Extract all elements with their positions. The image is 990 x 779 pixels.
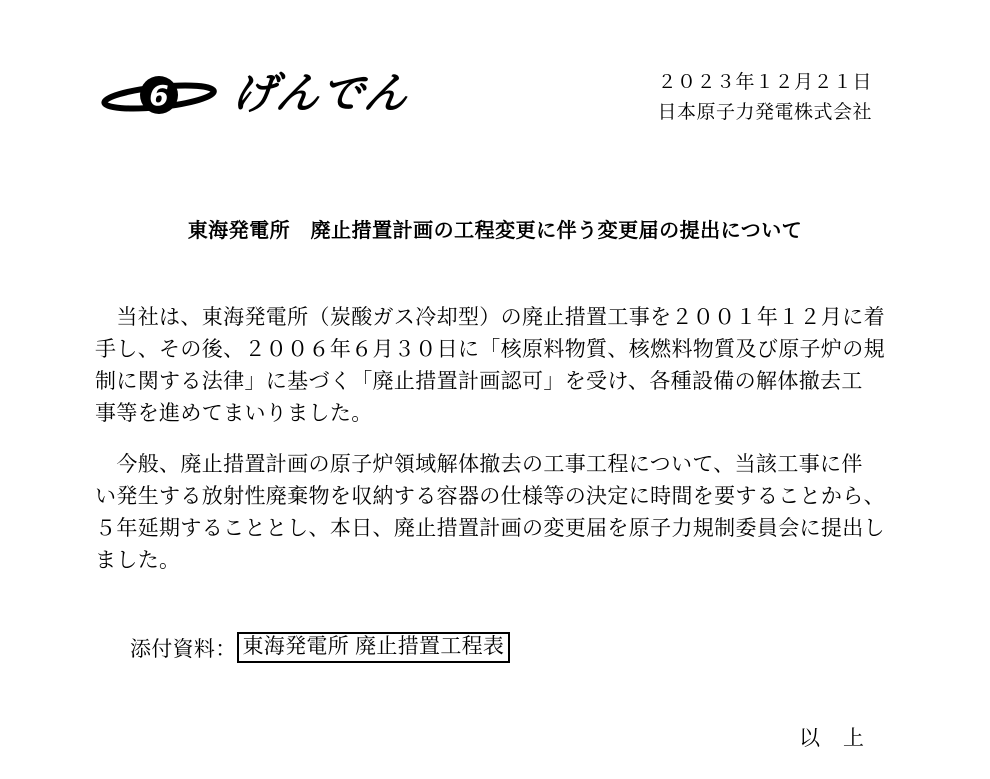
attachment-label: 添付資料：: [130, 637, 237, 661]
logo-mark-glyph: 6: [149, 79, 169, 112]
attachment-row: [130, 632, 510, 663]
paragraph-line: 制に関する法律」に基づく「廃止措置計画認可」を受け、各種設備の解体撤去工: [95, 370, 863, 393]
closing-mark: 以 上: [799, 727, 865, 750]
attachment-document-link[interactable]: 東海発電所 廃止措置工程表: [237, 632, 511, 663]
paragraph-line: 事等を進めてまいりました。: [95, 402, 373, 425]
paragraph-2: [95, 449, 885, 577]
paragraph-line: い発生する放射性廃棄物を収納する容器の仕様等の決定に時間を要することから、: [95, 485, 885, 508]
paragraph-1: [95, 302, 885, 430]
atom-orbit-icon: [100, 70, 218, 122]
paragraph-line: 当社は、東海発電所（炭酸ガス冷却型）の廃止措置工事を２００１年１２月に着: [95, 306, 885, 329]
paragraph-line: 手し、その後、２００６年６月３０日に「核原料物質、核燃料物質及び原子炉の規: [95, 338, 885, 361]
header-right-block: [657, 68, 872, 128]
document-date: ２０２３年１２月２１日: [657, 72, 872, 93]
company-logo: [100, 69, 412, 122]
paragraph-line: ました。: [95, 549, 181, 572]
company-name: 日本原子力発電株式会社: [657, 102, 872, 123]
logo-brand-text: げんでん: [228, 69, 412, 118]
paragraph-line: ５年延期することとし、本日、廃止措置計画の変更届を原子力規制委員会に提出し: [95, 517, 885, 540]
document-title: 東海発電所 廃止措置計画の工程変更に伴う変更届の提出について: [187, 220, 803, 242]
paragraph-line: 今般、廃止措置計画の原子炉領域解体撤去の工事工程について、当該工事に伴: [95, 453, 863, 476]
